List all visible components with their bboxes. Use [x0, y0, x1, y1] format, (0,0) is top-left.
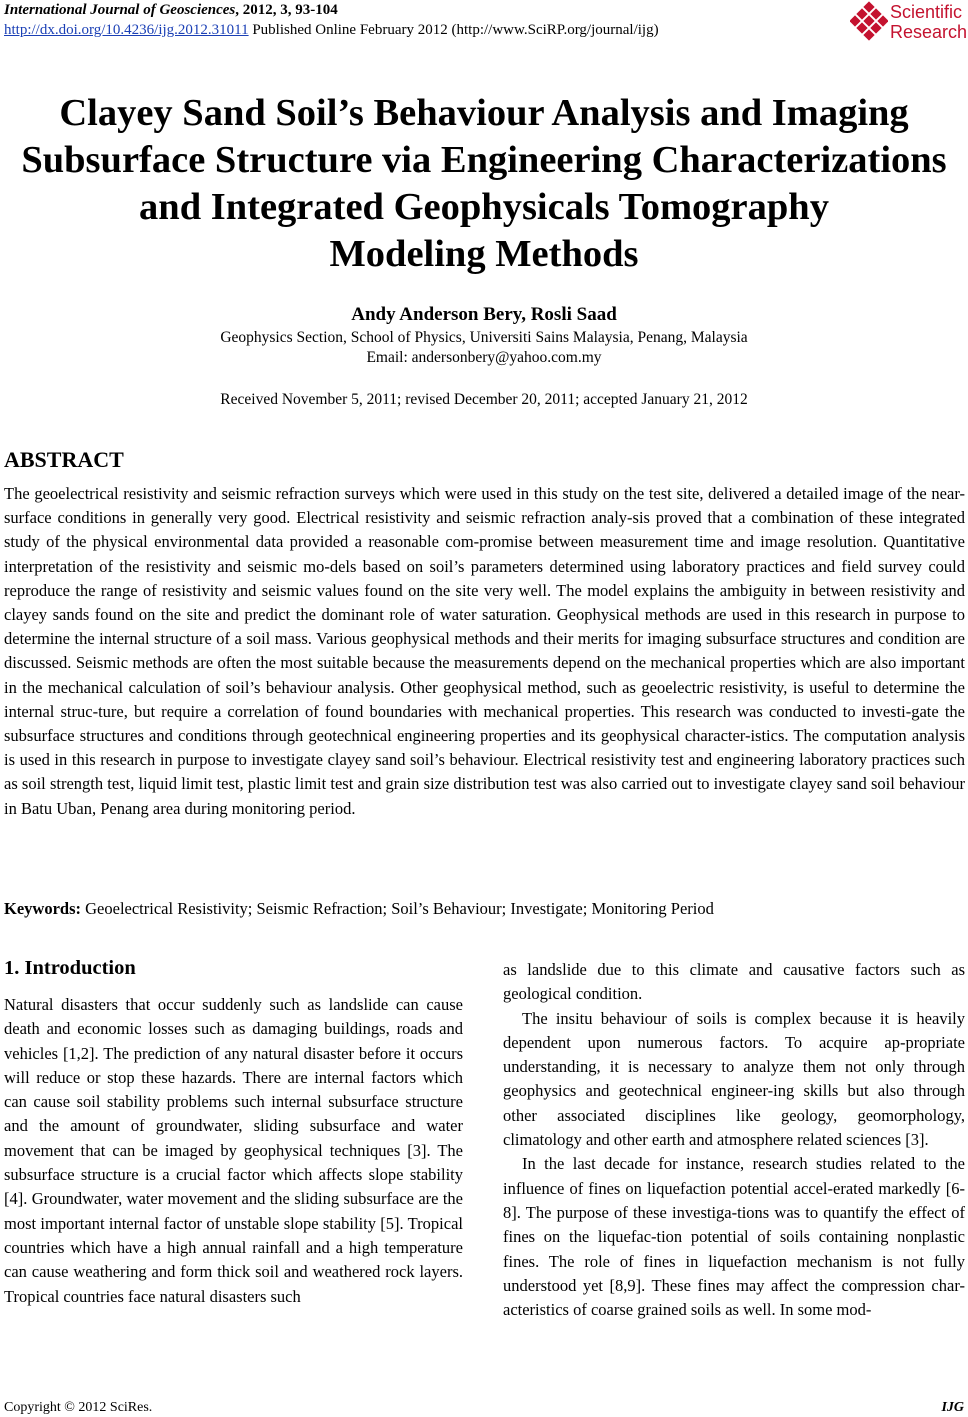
- logo-line-2: Research: [890, 22, 968, 42]
- journal-reference: , 2012, 3, 93-104: [235, 2, 338, 18]
- section-heading-introduction: 1. Introduction: [4, 957, 136, 979]
- logo-text: [890, 2, 967, 42]
- paragraph: as landslide due to this climate and causative factors such as geological condition.: [503, 960, 965, 1004]
- doi-link[interactable]: http://dx.doi.org/10.4236/ijg.2012.31011: [4, 22, 249, 38]
- keywords: [4, 898, 714, 920]
- author-email: Email: andersonbery@yahoo.com.my: [366, 349, 602, 366]
- affiliation: Geophysics Section, School of Physics, Universiti Sains Malaysia, Penang, Malaysia: [220, 329, 748, 346]
- journal-name: International Journal of Geosciences: [4, 2, 236, 18]
- journal-header: [4, 1, 338, 20]
- footer-journal-abbr: IJG: [941, 1400, 964, 1415]
- title-line: Subsurface Structure via Engineering Characterizations: [21, 139, 947, 181]
- paper-title: [0, 90, 968, 278]
- paragraph: Natural disasters that occur suddenly such as landslide can cause death and economic losses such as damaging buildings, roads and vehicles [1,2]. The prediction of any natural disaster before it occurs will reduce or stop these hazards. There are internal factors which can cause soil stability problems such internal subsurface structure and the amount of groundwater, sliding subsurface and water movement that can be imaged by geophysical techniques [3]. The subsurface structure is a crucial factor which affects slope stability [4]. Groundwater, water movement and the sliding subsurface are the most important internal factor of unstable slope stability [5]. Tropical countries which have a high annual rainfall and a high temperature can cause weathering and form thick soil and weathered rock layers. Tropical countries face natural disasters such: [4, 995, 463, 1306]
- keywords-label: Keywords:: [4, 899, 81, 918]
- received-dates: Received November 5, 2011; revised December 20, 2011; accepted January 21, 2012: [220, 391, 748, 408]
- footer-copyright: Copyright © 2012 SciRes.: [4, 1400, 153, 1415]
- scirp-diamond-icon: [850, 1, 888, 43]
- published-online-text: Published Online February 2012 (http://www.SciRP.org/journal/ijg): [248, 22, 659, 38]
- abstract-heading: ABSTRACT: [4, 447, 124, 472]
- right-column: [503, 958, 965, 1322]
- paragraph: In the last decade for instance, research studies related to the influence of fines on liquefaction potential accel-erated markedly [6-8]. The purpose of these investiga-tions was to quantify the effect of fines on the liquefac-tion potential of soils containing nonplastic fines. The role of fines in liquefaction mechanism is not fully understood yet [8,9]. These fines may affect the compression char-acteristics of coarse grained soils as well. In some mod-: [503, 1154, 965, 1320]
- doi-line: [4, 21, 659, 40]
- authors: Andy Anderson Bery, Rosli Saad: [351, 304, 617, 325]
- left-column: [4, 993, 463, 1309]
- keywords-list: Geoelectrical Resistivity; Seismic Refraction; Soil’s Behaviour; Investigate; Monitoring Period: [81, 899, 714, 918]
- title-line: Modeling Methods: [329, 233, 639, 275]
- paragraph: The insitu behaviour of soils is complex because it is heavily dependent upon numerous factors. To acquire ap-propriate understanding, it is necessary to analyze them not only through geophysics and geotechnical engineer-ing skills but also through other associated disciplines like geology, geomorphology, climatology and other earth and atmosphere related sciences [3].: [503, 1008, 965, 1150]
- abstract-text: The geoelectrical resistivity and seismic refraction surveys which were used in this study on the test site, delivered a detailed image of the near-surface conditions in generally very good. Electrical resistivity and seismic refraction analy-sis proved that a combination of these integrated study of the physical environmental data provided a reasonable com-promise between measurement time and image resolution. Quantitative interpretation of the resistivity and seismic mo-dels based on soil’s parameters determined using laboratory practices and field survey could reproduce the range of resistivity and seismic values found on the site very well. The model explains the ambiguity in between resistivity and clayey sands found on the site and predict the dominant role of water saturation. Geophysical methods are used in this research in purpose to determine the internal structure of a soil mass. Various geophysical methods and their merits for imaging subsurface structures and condition are discussed. Seismic methods are often the most suitable because the measurements depend on the mechanical properties which are also important in the mechanical calculation of soil’s behaviour analysis. Other geophysical method, such as geoelectric resistivity, is useful to determine the internal struc-ture, but require a correlation of found boundaries with mechanical properties. This research was conducted to investi-gate the subsurface structures and conditions through geotechnical engineering properties and its geophysical character-istics. The computation analysis is used in this research in purpose to investigate clayey sand soil’s behaviour. Electrical resistivity test and engineering laboratory practices such as soil strength test, liquid limit test, plastic limit test and grain size distribution test was also carried out to investigate clayey sand soil behaviour in Batu Uban, Penang area during monitoring period.: [4, 484, 965, 818]
- title-line: Clayey Sand Soil’s Behaviour Analysis and Imaging: [59, 92, 909, 134]
- title-line: and Integrated Geophysicals Tomography: [139, 186, 829, 228]
- publisher-logo: [850, 1, 968, 43]
- logo-line-1: Scientific: [890, 2, 963, 22]
